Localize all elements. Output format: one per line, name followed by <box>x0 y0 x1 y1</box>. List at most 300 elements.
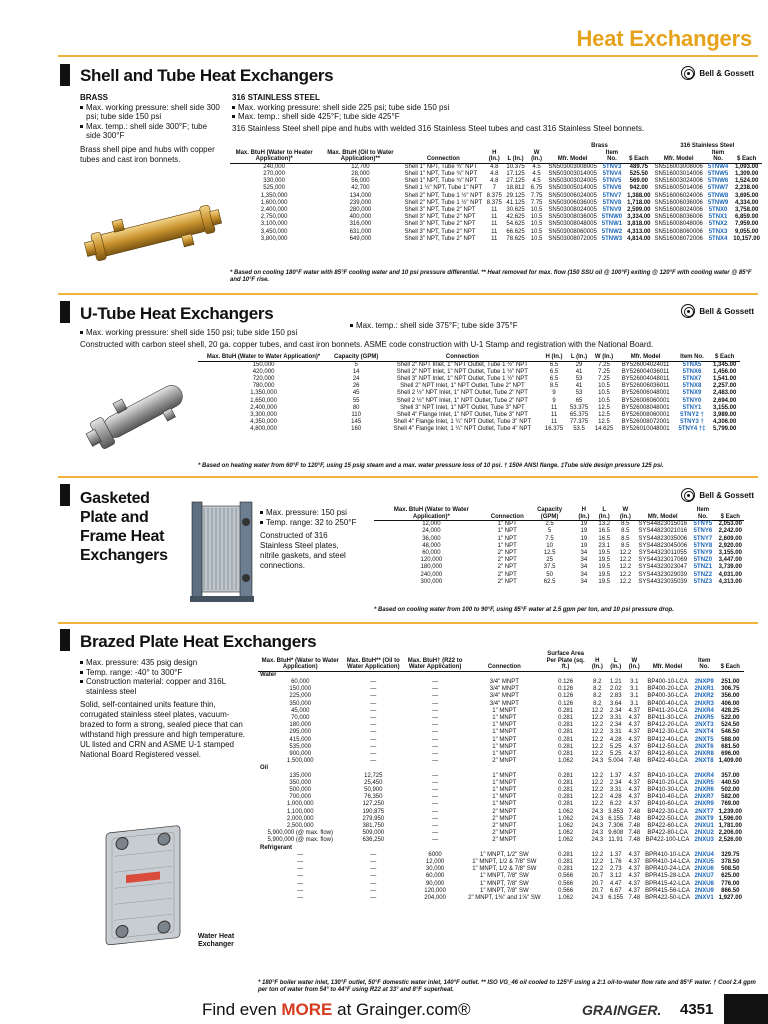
brand-name: Bell & Gossett <box>699 490 754 500</box>
table-row <box>258 837 744 844</box>
table-cell: BP400-20-LCA <box>647 686 688 693</box>
table-cell: 535,000 <box>289 743 312 750</box>
utube-description: Constructed with carbon steel shell, 20 ga. copper tubes, and cast iron bonnets. ASME code construction with U-1 Stamp and registration with the National Board. <box>80 340 654 349</box>
table-row <box>258 701 744 708</box>
group-label: Refrigerant <box>260 844 293 851</box>
column-header: Connection <box>383 354 541 361</box>
section-divider <box>58 293 758 295</box>
table-cell: 4.37 <box>628 859 641 866</box>
table-cell: — <box>370 729 377 736</box>
table-cell: 56,000 <box>351 178 370 185</box>
table-cell: 48,000 <box>422 542 441 549</box>
table-cell: 4.37 <box>628 866 641 873</box>
shell-tube-title: Shell and Tube Heat Exchangers <box>80 66 334 85</box>
gasketed-table <box>374 507 744 586</box>
table-header-row <box>374 507 744 521</box>
table-cell: SN503008072005 <box>548 235 597 242</box>
table-cell[interactable]: 2NXR4 <box>694 707 714 714</box>
table-cell: SN516008024006 <box>654 207 703 213</box>
table-cell: SN516005014006 <box>654 185 703 192</box>
table-cell[interactable]: 5TNZ3 <box>693 578 713 585</box>
table-cell: 5,900,000 (@ max. flow) <box>267 837 333 844</box>
table-cell: 1,100,000 <box>286 808 314 815</box>
stainless-heading: 316 STAINLESS STEEL <box>232 93 320 102</box>
table-cell: 24 <box>352 376 360 382</box>
table-cell: 522.00 <box>721 715 740 721</box>
table-cell: BY526006060001 <box>621 397 670 404</box>
table-cell[interactable]: 2NXT9 <box>694 815 714 822</box>
table-cell[interactable]: 2NXR6 <box>694 787 714 794</box>
table-cell[interactable]: 5TNY5 <box>693 521 713 528</box>
table-cell: 8.5 <box>549 383 559 390</box>
table-cell: 8.5 <box>621 528 630 535</box>
table-cell: 1" NPT <box>497 521 517 528</box>
table-cell: 9 <box>552 390 556 397</box>
table-cell: 25 <box>546 557 553 564</box>
table-cell: 3,155.00 <box>718 550 742 556</box>
table-cell[interactable]: 2NXR5 <box>694 779 714 786</box>
table-cell[interactable]: 5TNX6 <box>682 368 702 375</box>
table-cell: 42,700 <box>351 185 370 192</box>
column-header: Item No. <box>689 507 717 521</box>
table-cell: 1,781.00 <box>718 823 742 830</box>
table-cell: 1" MNPT <box>492 787 517 794</box>
table-cell: 12.2 <box>591 772 604 779</box>
brazed-title: Brazed Plate Heat Exchangers <box>80 632 317 651</box>
table-cell: 0.281 <box>558 794 574 801</box>
group-label: Oil <box>260 765 269 772</box>
table-row <box>198 376 740 383</box>
table-cell: 0.281 <box>558 787 574 794</box>
table-cell[interactable]: 2NXU6 <box>694 866 714 873</box>
column-header: Item No. <box>599 150 625 164</box>
table-cell: 77.375 <box>569 419 589 426</box>
column-header: L (In.) <box>567 354 592 361</box>
table-cell: 1" MNPT <box>492 779 517 786</box>
table-cell[interactable]: 5TNV3 <box>602 163 622 170</box>
table-cell: 11 <box>491 228 498 235</box>
table-cell[interactable]: 5TNV4 <box>602 170 622 177</box>
gasketed-title <box>80 489 168 565</box>
column-header: Mfr. Model <box>653 150 705 164</box>
cta-more: MORE <box>281 1000 333 1019</box>
table-cell: 30.625 <box>506 207 525 213</box>
table-cell: 19 <box>580 528 588 535</box>
table-cell: Shell 3" NPT, Tube 2" NPT <box>404 207 476 213</box>
table-cell: 20.7 <box>591 887 604 894</box>
column-header: $ Each <box>625 150 652 164</box>
table-cell: 5.25 <box>609 743 622 750</box>
table-header-row <box>230 150 762 164</box>
table-cell: SN516006024006 <box>654 192 703 199</box>
table-header-row <box>258 651 744 671</box>
table-cell: 6.155 <box>608 815 624 822</box>
table-cell[interactable]: 2NXU3 <box>694 837 714 844</box>
table-cell: 41.125 <box>506 199 525 206</box>
table-cell[interactable]: 2NXR7 <box>694 794 714 801</box>
table-cell[interactable]: 5TNV9 <box>602 207 622 213</box>
table-row <box>258 859 744 866</box>
column-header: L (In.) <box>504 150 526 164</box>
table-cell: Shell 3" NPT, Tube 2" NPT <box>404 235 476 242</box>
table-cell[interactable]: 5TNW7 <box>707 185 729 192</box>
table-cell[interactable]: 2NXU8 <box>694 880 714 887</box>
table-cell: BP400-10-LCA <box>647 678 688 685</box>
table-row <box>374 543 744 550</box>
table-cell: 279,950 <box>362 815 385 822</box>
table-cell[interactable]: 5TNY0 <box>682 397 702 404</box>
table-cell: BY526010048001 <box>621 426 670 433</box>
table-row <box>258 737 744 744</box>
table-cell: 1,345.00 <box>712 361 737 368</box>
table-cell[interactable]: 5TNY6 <box>693 528 713 535</box>
table-row <box>258 715 744 722</box>
table-cell: 120,000 <box>420 557 443 564</box>
table-cell: 8.2 <box>593 700 602 707</box>
table-row <box>374 528 744 535</box>
table-cell: 12.2 <box>591 851 604 858</box>
table-cell: 0.566 <box>558 873 574 880</box>
table-cell[interactable]: 5TNX1 <box>708 214 728 221</box>
table-cell[interactable]: 2NXT8 <box>694 758 714 765</box>
table-cell[interactable]: 5TNV6 <box>602 185 622 192</box>
table-cell: — <box>432 707 439 714</box>
table-cell[interactable]: 2NXU7 <box>694 873 714 880</box>
table-row <box>230 200 762 207</box>
table-cell: Shell 2" NPT, Tube 1 ½" NPT <box>404 192 483 199</box>
utube-temp <box>350 321 610 331</box>
table-cell[interactable]: 5TNX3 <box>708 228 728 235</box>
table-cell: 4.37 <box>628 880 641 887</box>
table-cell: 769.00 <box>721 801 740 808</box>
table-cell: 356.00 <box>721 693 740 700</box>
table-cell: 400,000 <box>349 214 372 221</box>
table-cell: 1.21 <box>609 678 622 685</box>
table-cell: Shell 3" NPT, Tube 2" NPT <box>404 221 476 228</box>
table-cell: 8.5 <box>621 521 630 528</box>
table-cell: — <box>432 693 439 700</box>
table-cell: 34 <box>580 578 588 585</box>
column-header: H (In.) <box>484 150 504 164</box>
table-cell: — <box>297 880 304 887</box>
table-row <box>374 521 744 529</box>
table-cell: 24.3 <box>591 895 604 902</box>
table-cell[interactable]: 5TNY3 † <box>680 419 704 426</box>
table-cell[interactable]: 2NXT3 <box>694 722 714 729</box>
table-cell: BP422-80-LCA <box>647 830 688 837</box>
grainger-cta[interactable] <box>202 1000 471 1020</box>
table-cell: — <box>370 859 377 866</box>
table-cell[interactable]: 2NXR2 <box>694 693 714 700</box>
table-cell: BPR410-14-LCA <box>645 859 690 866</box>
table-cell: 1.062 <box>558 837 574 844</box>
column-header: L (In.) <box>606 651 625 671</box>
table-cell[interactable]: 5TNY9 <box>693 550 713 556</box>
brazed-plate-exchanger-illustration <box>98 818 190 952</box>
table-cell: 204,000 <box>424 895 446 902</box>
table-cell[interactable]: 2NXT5 <box>694 736 714 743</box>
table-cell: 7.75 <box>530 192 543 199</box>
table-cell: BP412-60-LCA <box>647 751 688 758</box>
table-cell: 25,450 <box>364 779 383 786</box>
table-cell: 406.00 <box>721 700 740 707</box>
table-cell[interactable]: 5TNW8 <box>707 192 729 199</box>
table-cell[interactable]: 5TNW4 <box>707 163 729 170</box>
table-cell: BP410-40-LCA <box>647 794 688 801</box>
table-cell: 6000 <box>428 851 442 858</box>
table-cell[interactable]: 5TNX8 <box>682 383 702 390</box>
table-cell: 4.37 <box>628 729 641 736</box>
table-cell: Shell 1" NPT, Tube ¾" NPT <box>404 170 478 177</box>
table-cell: 53 <box>575 390 583 397</box>
table-cell: 700,000 <box>289 794 312 801</box>
page-number: 4351 <box>680 1001 714 1018</box>
column-header: Max. BtuH (Water to Heater Application)* <box>230 150 318 164</box>
table-cell[interactable]: 5TNW2 <box>601 228 623 235</box>
table-cell: — <box>297 887 304 894</box>
table-cell[interactable]: 5TNX4 <box>708 235 728 242</box>
table-cell: 29 <box>575 361 583 368</box>
table-cell: 6.155 <box>608 895 624 902</box>
table-cell: 10.5 <box>530 214 543 221</box>
table-cell: 10,157.00 <box>733 235 760 242</box>
table-cell[interactable]: 2NXR1 <box>694 686 714 693</box>
table-cell: 19.5 <box>598 571 611 578</box>
stainless-specs <box>232 93 752 134</box>
table-cell: 649,000 <box>349 235 372 242</box>
column-header: $ Each <box>709 354 740 361</box>
table-cell: 440.50 <box>721 779 740 786</box>
table-cell[interactable]: 5TNW6 <box>707 178 729 185</box>
table-cell: 1" MNPT <box>492 722 517 729</box>
table-cell[interactable]: 5TNY4 †‡ <box>678 426 706 433</box>
table-cell: 0.281 <box>558 751 574 758</box>
table-cell: 1,309.00 <box>734 170 759 177</box>
table-cell[interactable]: 2NXT6 <box>694 743 714 750</box>
table-cell: 525.50 <box>629 170 648 177</box>
table-cell: 4.37 <box>628 779 641 786</box>
table-cell[interactable]: 5TNW1 <box>601 221 623 228</box>
table-cell: 2,400,000 <box>260 207 288 213</box>
table-cell: — <box>370 707 377 714</box>
table-cell[interactable]: 2NXU5 <box>694 859 714 866</box>
table-cell: BP412-40-LCA <box>647 736 688 743</box>
table-cell[interactable]: 5TNZ1 <box>693 564 713 571</box>
table-cell[interactable]: 2NXR9 <box>694 801 714 808</box>
column-header: Mfr. Model <box>546 150 598 164</box>
table-cell: 3/4" MNPT <box>489 700 519 707</box>
table-cell[interactable]: 5TNV5 <box>602 178 622 185</box>
table-cell: 1.37 <box>609 851 622 858</box>
table-cell: 636,250 <box>362 837 385 844</box>
table-cell: 6.5 <box>549 368 559 375</box>
table-row <box>258 881 744 888</box>
table-cell: 160 <box>351 426 362 433</box>
table-cell: 145 <box>351 419 362 426</box>
table-cell: BPR415-28-LCA <box>645 873 690 880</box>
brass-bullet: Max. temp.: shell side 300°F; tube side 300°F <box>80 122 220 141</box>
column-header: Max. BtuH (Water to Water Application)* <box>374 507 489 521</box>
table-cell[interactable]: 2NXR5 <box>694 715 714 721</box>
table-cell[interactable]: 5TNY1 <box>682 404 702 411</box>
table-cell[interactable]: 5TNX7 <box>682 376 702 382</box>
table-cell: 12.2 <box>591 729 604 736</box>
table-cell: 1" MNPT <box>492 715 517 721</box>
table-row <box>198 398 740 405</box>
table-cell[interactable]: 2NXV1 <box>694 895 714 902</box>
table-cell: BP422-100-LCA <box>645 837 690 844</box>
table-cell: 11 <box>491 207 498 213</box>
stainless-description: 316 Stainless Steel shell pipe and hubs with welded 316 Stainless Steel tubes and cast 316 Stainless Steel bonnets. <box>232 123 645 133</box>
table-cell: 7.5 <box>545 535 554 542</box>
table-cell: 357.00 <box>721 772 740 779</box>
table-cell: SYS44323017069 <box>638 557 688 564</box>
table-cell: 19.5 <box>598 578 611 585</box>
table-cell: — <box>370 751 377 758</box>
table-cell[interactable]: 5TNX9 <box>682 390 702 397</box>
table-cell: 2.34 <box>609 722 622 729</box>
table-cell[interactable]: 5TNW3 <box>601 235 623 242</box>
table-cell: 17.125 <box>506 170 525 177</box>
table-cell: 70,000 <box>291 715 310 721</box>
table-cell: — <box>432 772 439 779</box>
table-cell: 4,350,000 <box>250 419 277 426</box>
table-cell: 7,959.00 <box>734 221 759 228</box>
table-cell: 2" NPT <box>497 564 517 571</box>
table-cell: BY526004036011 <box>621 368 670 375</box>
table-row <box>258 866 744 873</box>
table-cell: 0.126 <box>558 700 574 707</box>
table-cell: SYS44323011055 <box>638 550 687 556</box>
table-cell: — <box>370 743 377 750</box>
table-cell[interactable]: 2NXU1 <box>694 823 714 830</box>
table-cell[interactable]: 2NXR8 <box>694 751 714 758</box>
utube-table <box>198 354 740 434</box>
table-cell[interactable]: 5TNW0 <box>601 214 623 221</box>
table-cell: 1" MNPT <box>492 794 517 801</box>
table-cell: — <box>432 787 439 794</box>
table-cell: BP410-60-LCA <box>647 801 688 808</box>
table-cell: 2,483.00 <box>712 390 737 397</box>
table-cell: 10.5 <box>598 383 610 390</box>
table-cell[interactable]: 5TNY2 † <box>680 412 704 419</box>
table-cell: 12.2 <box>619 557 632 564</box>
table-cell[interactable]: 2NXT4 <box>694 729 714 736</box>
table-cell: BPR422-50-LCA <box>645 895 690 902</box>
table-cell: 12.2 <box>591 779 604 786</box>
table-cell: 4.37 <box>628 707 641 714</box>
table-cell: 2,750,000 <box>260 214 288 221</box>
table-cell[interactable]: 5TNV8 <box>602 199 622 206</box>
table-row <box>258 794 744 801</box>
table-cell[interactable]: 5TNZ0 <box>693 557 713 564</box>
table-cell: 4.37 <box>628 794 641 801</box>
table-cell: 1.062 <box>558 815 574 822</box>
table-cell[interactable]: 2NXR3 <box>694 700 714 707</box>
table-cell: 780,000 <box>252 383 275 390</box>
table-cell: 12.2 <box>591 866 604 873</box>
table-cell: 78.625 <box>506 235 525 242</box>
table-cell: 546.50 <box>721 729 740 736</box>
column-header: Item No. <box>675 354 710 361</box>
table-cell[interactable]: 5TNZ2 <box>693 571 713 578</box>
gasketed-description: Constructed of 316 Stainless Steel plates, nitrile gaskets, and steel connections. <box>260 531 346 570</box>
table-cell[interactable]: 5TNX5 <box>682 361 702 368</box>
table-cell: 1.062 <box>558 808 574 815</box>
table-cell[interactable]: 5TNY8 <box>693 542 713 549</box>
table-cell: SN516008036006 <box>654 214 703 221</box>
group-brass-label: Brass <box>591 143 608 149</box>
section-marker <box>60 64 70 86</box>
table-cell[interactable]: 5TNX2 <box>708 221 728 228</box>
title-rule <box>58 55 758 57</box>
table-cell: 41 <box>575 368 583 375</box>
table-cell[interactable]: 5TNX0 <box>708 207 728 213</box>
table-cell: 2.83 <box>609 693 622 700</box>
table-cell: 12.2 <box>619 564 632 571</box>
table-row <box>258 686 744 693</box>
table-cell[interactable]: 5TNV7 <box>602 192 622 199</box>
table-cell: 776.00 <box>721 880 740 887</box>
table-cell[interactable]: 2NXU2 <box>694 830 714 837</box>
column-header: Capacity (GPM) <box>329 354 383 361</box>
table-cell: 2,053.00 <box>718 521 742 528</box>
table-cell: 4.37 <box>628 801 641 808</box>
column-header: Max. BtuH† (R22 to Water Application) <box>404 651 466 671</box>
table-cell: 2" MNPT <box>492 837 517 844</box>
table-cell[interactable]: 5TNW5 <box>707 170 729 177</box>
table-cell: 4.37 <box>628 787 641 794</box>
table-cell: 625.00 <box>721 873 740 880</box>
table-cell[interactable]: 5TNY7 <box>693 535 713 542</box>
column-header: Connection <box>466 651 542 671</box>
table-cell: SN503008036005 <box>548 214 597 221</box>
table-cell: 12,000 <box>422 521 441 528</box>
brazed-specs <box>80 658 252 760</box>
table-cell: 60,000 <box>425 873 445 880</box>
table-cell: 19.5 <box>598 564 611 571</box>
table-cell: 180,000 <box>420 564 443 571</box>
table-cell: 3.12 <box>609 873 622 880</box>
utube-exchanger-illustration <box>80 366 200 458</box>
table-cell: 50,900 <box>364 787 383 794</box>
table-cell: 3.1 <box>630 700 639 707</box>
table-cell: 8.2 <box>593 678 602 685</box>
table-row <box>258 830 744 837</box>
column-header: Item No. <box>692 651 717 671</box>
table-row <box>258 693 744 700</box>
table-cell: 1" MNPT, 7/8" SW <box>480 873 529 880</box>
table-cell: 134,000 <box>349 192 372 199</box>
brass-specs <box>80 93 220 165</box>
table-cell[interactable]: 2NXR4 <box>694 772 714 779</box>
table-cell[interactable]: 5TNW9 <box>707 199 729 206</box>
table-cell: 6.5 <box>549 376 559 382</box>
table-cell: 3.1 <box>630 693 639 700</box>
table-cell: 2" NPT <box>497 578 517 585</box>
table-cell: 5,799.00 <box>712 426 737 433</box>
table-cell[interactable]: 2NXU9 <box>694 887 714 894</box>
table-cell[interactable]: 2NXU4 <box>694 851 714 858</box>
table-cell: Shell 4" Flange Inlet, 1 ¼" NPT Outlet, Tube 3" NPT <box>393 419 532 426</box>
table-cell[interactable]: 2NXT7 <box>694 808 714 815</box>
table-cell: 428.25 <box>721 707 740 714</box>
table-cell: BP400-40-LCA <box>647 700 688 707</box>
table-cell[interactable]: 2NXP9 <box>694 678 714 685</box>
table-cell: BP411-30-LCA <box>647 715 688 721</box>
table-cell: 0.281 <box>558 715 574 721</box>
table-cell: BP400-30-LCA <box>647 693 688 700</box>
